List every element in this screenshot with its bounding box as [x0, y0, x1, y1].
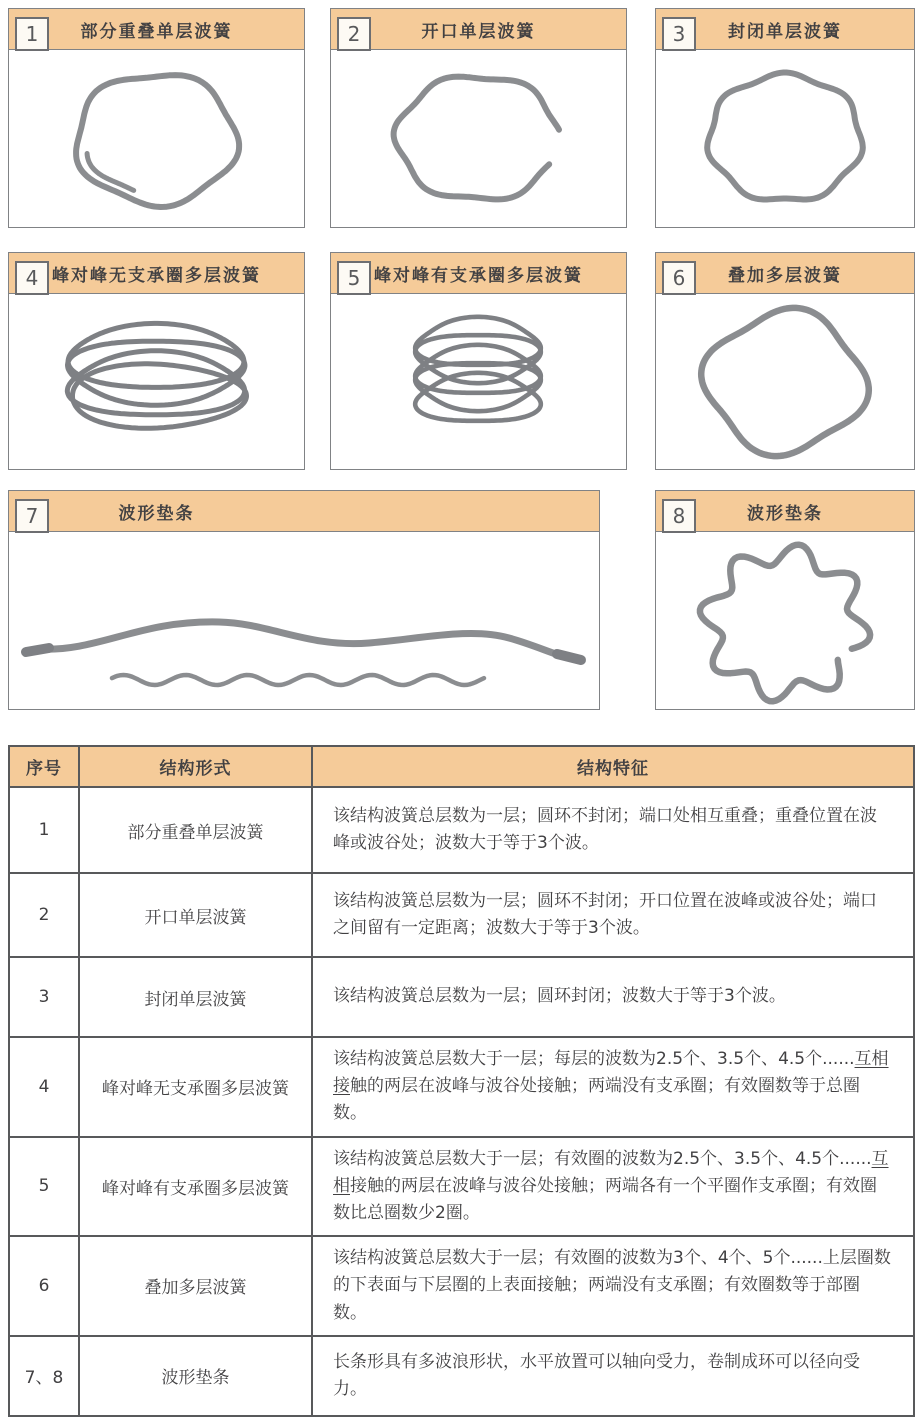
table-row	[9, 787, 914, 873]
form-cell: 峰对峰无支承圈多层波簧	[79, 1037, 312, 1137]
card-body	[656, 531, 914, 709]
feature-text: 该结构波簧总层数大于一层；有效圈的波数为2.5个、3.5个、4.5个......	[333, 1148, 872, 1169]
spring-photo-6	[656, 293, 914, 469]
card-number-tab	[337, 261, 371, 295]
card-header	[9, 491, 599, 532]
row-no-cell: 2	[9, 873, 79, 957]
header-no: 序号	[9, 746, 79, 787]
table-row	[9, 873, 914, 957]
card-title: 峰对峰有支承圈多层波簧	[374, 265, 583, 286]
feature-underline: 互相接	[333, 1049, 889, 1097]
row-no-cell: 6	[9, 1236, 79, 1336]
card-header	[656, 491, 914, 532]
table-header-row	[9, 746, 914, 787]
card-number: 2	[347, 22, 361, 46]
feature-text: 该结构波簧总层数为一层；圆环不封闭；开口位置在波峰或波谷处；端口之间留有一定距离；波数大于等于3个波。	[333, 890, 877, 938]
feature-cell	[312, 1137, 914, 1237]
card-header	[656, 253, 914, 294]
form-cell: 开口单层波簧	[79, 873, 312, 957]
table-row	[9, 1137, 914, 1237]
card-number-tab	[15, 17, 49, 51]
card-number: 5	[347, 266, 361, 290]
card-title: 叠加多层波簧	[728, 265, 842, 286]
spring-photo-5	[331, 293, 626, 469]
spring-photo-3	[656, 49, 914, 227]
card-number: 3	[672, 22, 686, 46]
table-row	[9, 957, 914, 1037]
card-number-tab	[15, 261, 49, 295]
feature-text: 该结构波簧总层数大于一层；每层的波数为2.5个、3.5个、4.5个......	[333, 1049, 855, 1069]
card-title: 开口单层波簧	[421, 21, 536, 42]
card-title: 部分重叠单层波簧	[80, 21, 233, 42]
spring-photo-4	[9, 293, 304, 469]
spring-card-8	[655, 490, 915, 710]
spec-table	[8, 745, 915, 1417]
form-cell: 封闭单层波簧	[79, 957, 312, 1037]
spring-photo-2	[331, 49, 626, 227]
card-number-tab	[337, 17, 371, 51]
card-number: 6	[672, 266, 686, 290]
row-no-cell: 3	[9, 957, 79, 1037]
card-body	[9, 49, 304, 227]
feature-cell	[312, 1336, 914, 1416]
spring-card-1	[8, 8, 305, 228]
header-form: 结构形式	[79, 746, 312, 787]
card-body	[331, 49, 626, 227]
spring-card-7	[8, 490, 600, 710]
feature-text: 长条形具有多波浪形状，水平放置可以轴向受力，卷制成环可以径向受力。	[333, 1351, 860, 1399]
table-row	[9, 1037, 914, 1137]
card-body	[656, 49, 914, 227]
form-cell: 叠加多层波簧	[79, 1236, 312, 1336]
feature-text: 该结构波簧总层数为一层；圆环不封闭；端口处相互重叠；重叠位置在波峰或波谷处；波数大于等于3个波。	[333, 805, 877, 853]
spring-card-6	[655, 252, 915, 470]
feature-text: 该结构波簧总层数为一层；圆环封闭；波数大于等于3个波。	[333, 986, 786, 1007]
card-number: 8	[672, 504, 686, 528]
card-header	[331, 9, 626, 50]
card-number-tab	[662, 17, 696, 51]
spring-photo-8	[656, 531, 914, 709]
form-cell: 峰对峰有支承圈多层波簧	[79, 1137, 312, 1237]
card-body	[9, 531, 599, 709]
feature-cell	[312, 873, 914, 957]
card-header	[331, 253, 626, 294]
card-body	[9, 293, 304, 469]
feature-cell	[312, 957, 914, 1037]
row-no-cell: 4	[9, 1037, 79, 1137]
feature-underline: 互相	[333, 1148, 889, 1196]
form-cell: 波形垫条	[79, 1336, 312, 1416]
card-number: 4	[25, 266, 39, 290]
row-no-cell: 7、8	[9, 1336, 79, 1416]
table-row	[9, 1336, 914, 1416]
spring-photo-1	[9, 49, 304, 227]
spring-card-4	[8, 252, 305, 470]
card-header	[9, 253, 304, 294]
card-number: 1	[25, 22, 39, 46]
header-feature: 结构特征	[312, 746, 914, 787]
card-number-tab	[662, 499, 696, 533]
card-number-tab	[662, 261, 696, 295]
card-title: 峰对峰无支承圈多层波簧	[52, 265, 261, 286]
spring-card-2	[330, 8, 627, 228]
row-no-cell: 5	[9, 1137, 79, 1237]
feature-text: 触的两层在波峰与波谷处接触；两端没有支承圈；有效圈数等于总圈数。	[333, 1076, 860, 1124]
feature-cell	[312, 787, 914, 873]
feature-text: 该结构波簧总层数大于一层；有效圈的波数为3个、4个、5个......上层圈数的下表面与下层圈的上表面接触；两端没有支承圈；有效圈数等于部圈数。	[333, 1248, 891, 1323]
feature-cell	[312, 1236, 914, 1336]
card-title: 波形垫条	[118, 503, 195, 524]
card-header	[656, 9, 914, 50]
feature-text: 接触的两层在波峰与波谷处接触；两端各有一个平圈作支承圈；有效圈数比总圈数少2圈。	[333, 1175, 877, 1223]
table-row	[9, 1236, 914, 1336]
card-body	[331, 293, 626, 469]
card-title: 封闭单层波簧	[728, 21, 842, 42]
row-no-cell: 1	[9, 787, 79, 873]
card-number: 7	[25, 504, 39, 528]
spring-card-3	[655, 8, 915, 228]
card-title: 波形垫条	[747, 503, 823, 524]
spring-photo-7	[9, 531, 599, 709]
card-number-tab	[15, 499, 49, 533]
form-cell: 部分重叠单层波簧	[79, 787, 312, 873]
feature-cell	[312, 1037, 914, 1137]
spring-card-5	[330, 252, 627, 470]
card-body	[656, 293, 914, 469]
card-header	[9, 9, 304, 50]
